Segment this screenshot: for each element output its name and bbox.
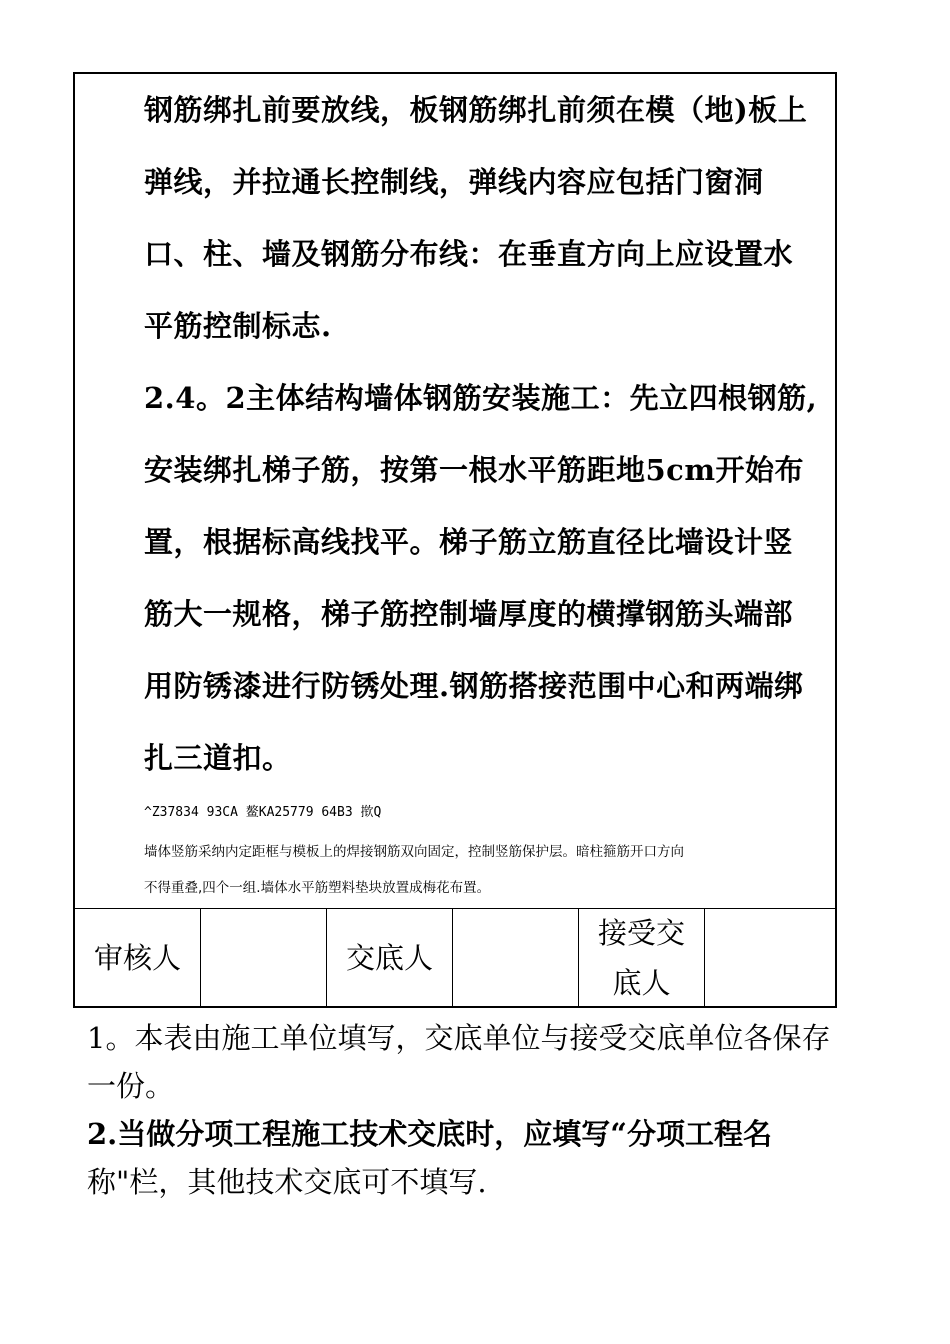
reviewer-label: 审核人 [93, 940, 181, 975]
text-line: 口、柱、墙及钢筋分布线：在垂直方向上应设置水 [144, 237, 794, 271]
text-line: 钢筋绑扎前要放线，板钢筋绑扎前须在模（地)板上 [144, 93, 808, 127]
receiver-value-cell[interactable] [705, 909, 835, 1006]
small-text-line: 墙体竖筋采纳内定距框与模板上的焊接钢筋双向固定，控制竖筋保护层。暗柱箍筋开口方向 [144, 844, 684, 860]
small-text-block [144, 834, 834, 906]
garbled-code-line: ^Z37834 93CA 鳌KA25779 64B3 揿Q [144, 805, 382, 820]
small-text-line: 不得重叠,四个一组.墙体水平筋塑料垫块放置成梅花布置。 [144, 880, 491, 896]
text-line: 平筋控制标志. [144, 309, 332, 343]
receiver-label: 接受交底人 [597, 915, 685, 1000]
disclosure-table [73, 72, 837, 1008]
text-line: 弹线，并拉通长控制线，弹线内容应包括门窗洞 [144, 165, 764, 199]
main-text-block [144, 74, 834, 794]
note-line: 2.当做分项工程施工技术交底时，应填写“分项工程名 [87, 1117, 772, 1151]
text-line: 筋大一规格，梯子筋控制墙厚度的横撑钢筋头端部 [144, 597, 794, 631]
signature-row [75, 909, 835, 1006]
text-line: 2.4。2主体结构墙体钢筋安装施工：先立四根钢筋, [144, 381, 818, 415]
footnotes [87, 1014, 887, 1206]
text-line: 用防锈漆进行防锈处理.钢筋搭接范围中心和两端绑 [144, 669, 804, 703]
note-line: 1。本表由施工单位填写，交底单位与接受交底单位各保存 [87, 1021, 831, 1055]
text-line: 置，根据标高线找平。梯子筋立筋直径比墙设计竖 [144, 525, 794, 559]
text-line: 扎三道扣。 [144, 741, 292, 775]
discloser-value-cell[interactable] [453, 909, 579, 1006]
note-line: 称"栏，其他技术交底可不填写. [87, 1165, 487, 1199]
text-line: 安装绑扎梯子筋，按第一根水平筋距地5cm开始布 [144, 453, 805, 487]
note-line: 一份。 [87, 1069, 175, 1103]
receiver-label-cell [579, 909, 705, 1006]
reviewer-label-cell [75, 909, 201, 1006]
discloser-label-cell [327, 909, 453, 1006]
reviewer-value-cell[interactable] [201, 909, 327, 1006]
content-cell [75, 74, 835, 909]
discloser-label: 交底人 [345, 940, 433, 975]
